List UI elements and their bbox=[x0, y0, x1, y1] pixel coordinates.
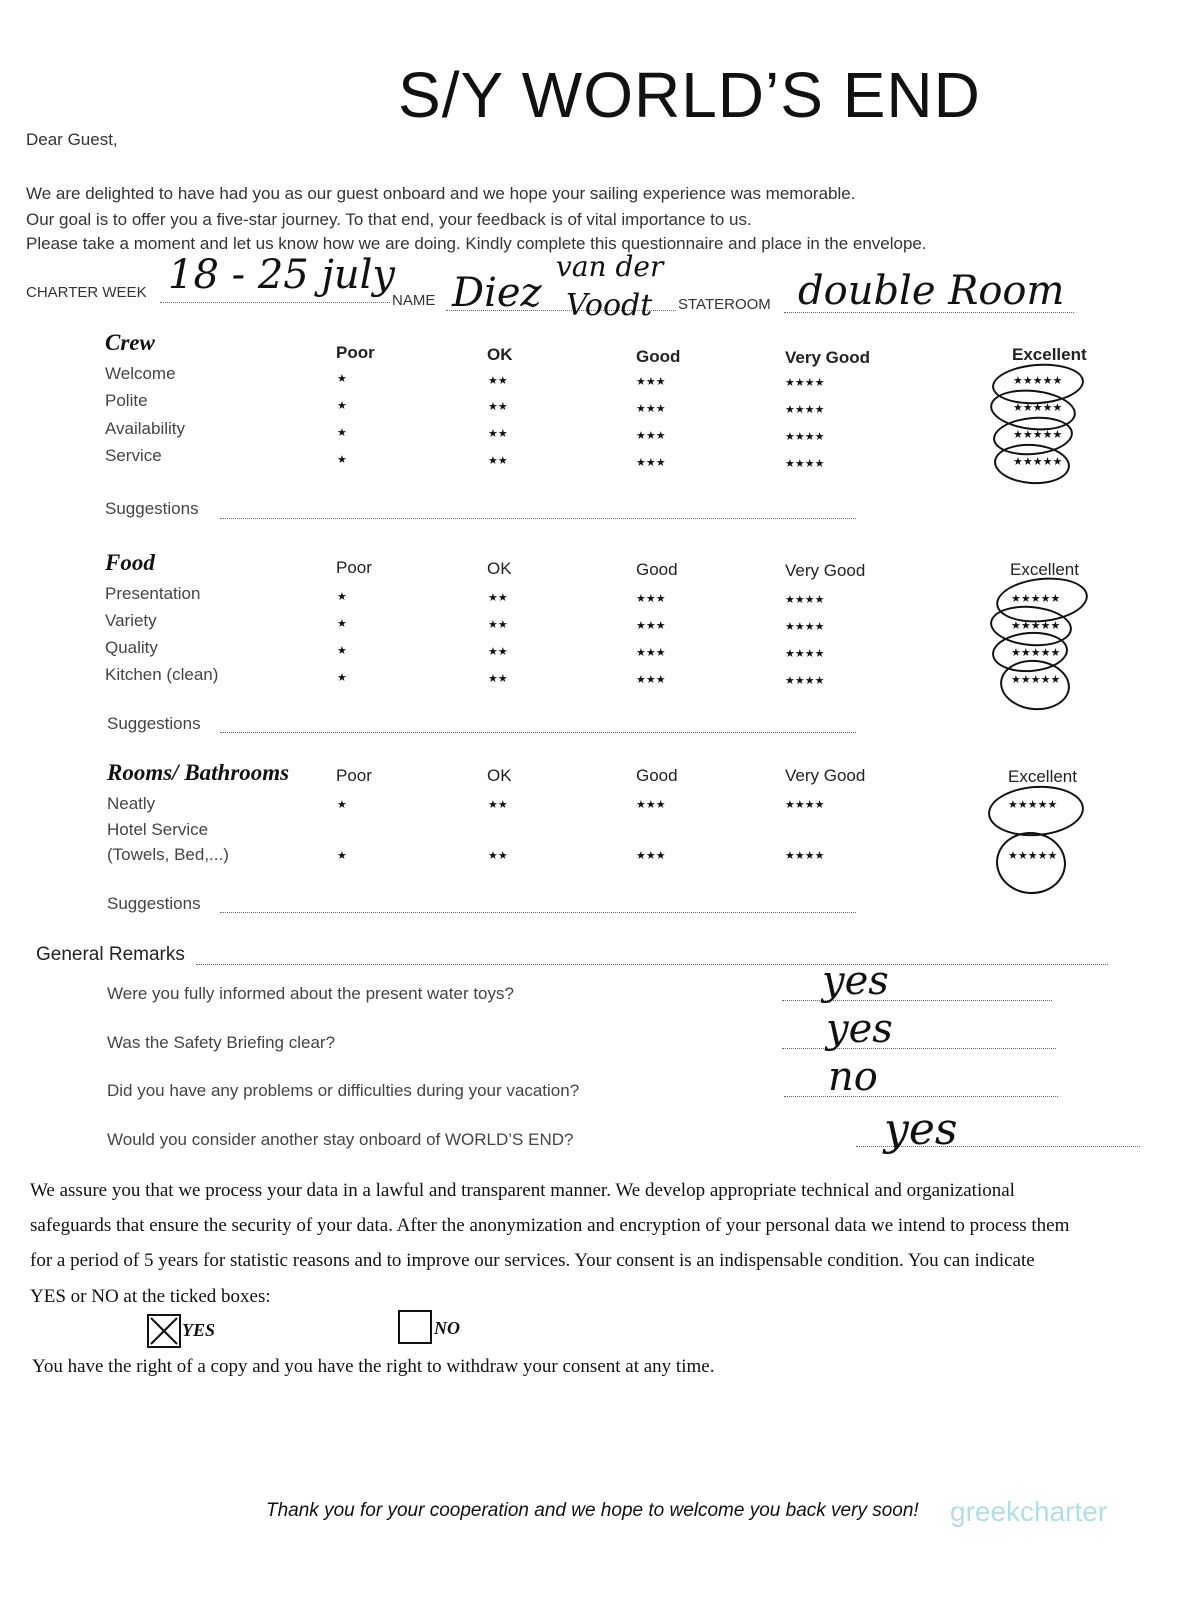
section-title-rooms: Rooms/ Bathrooms bbox=[107, 760, 290, 785]
col-poor: Poor bbox=[336, 766, 372, 785]
star-rating[interactable]: ★★★★ bbox=[785, 458, 825, 470]
consent-no-label: NO bbox=[434, 1318, 460, 1338]
legal-line-4: YES or NO at the ticked boxes: bbox=[30, 1286, 271, 1307]
star-rating[interactable]: ★★★★ bbox=[785, 799, 825, 811]
star-rating[interactable]: ★★★ bbox=[636, 376, 666, 388]
food-row-presentation: Presentation bbox=[105, 584, 201, 603]
general-remarks-field[interactable] bbox=[196, 964, 1108, 965]
star-rating[interactable]: ★★ bbox=[488, 401, 508, 413]
col-very-good: Very Good bbox=[785, 348, 871, 367]
star-rating[interactable]: ★★★★★ bbox=[1008, 799, 1058, 811]
col-ok: OK bbox=[487, 559, 512, 578]
star-rating[interactable]: ★ bbox=[337, 645, 347, 657]
star-rating[interactable]: ★ bbox=[337, 400, 347, 412]
name-value: Diez bbox=[452, 270, 542, 316]
star-rating[interactable]: ★★ bbox=[488, 619, 508, 631]
star-rating[interactable]: ★★★★★ bbox=[1011, 620, 1061, 632]
star-rating[interactable]: ★ bbox=[337, 618, 347, 630]
food-row-quality: Quality bbox=[105, 638, 158, 657]
rooms-row-neatly: Neatly bbox=[107, 794, 156, 813]
star-rating[interactable]: ★ bbox=[337, 373, 347, 385]
star-rating[interactable]: ★ bbox=[337, 427, 347, 439]
question-another-stay: Would you consider another stay onboard of WORLD’S END? bbox=[107, 1130, 574, 1149]
rooms-row-towels: (Towels, Bed,...) bbox=[107, 845, 229, 864]
section-title-crew: Crew bbox=[105, 330, 155, 355]
rooms-suggestions-label: Suggestions bbox=[107, 894, 201, 913]
col-poor: Poor bbox=[336, 343, 375, 362]
star-rating[interactable]: ★★★★ bbox=[785, 850, 825, 862]
col-excellent: Excellent bbox=[1008, 767, 1077, 786]
star-rating[interactable]: ★★★ bbox=[636, 593, 666, 605]
star-rating[interactable]: ★ bbox=[337, 591, 347, 603]
star-rating[interactable]: ★★★★ bbox=[785, 431, 825, 443]
star-rating[interactable]: ★★★ bbox=[636, 620, 666, 632]
legal-line-2: safeguards that ensure the security of your data. After the anonymization and encryption of your personal data we intend to process them bbox=[30, 1215, 1070, 1236]
answer-problems: no bbox=[828, 1054, 878, 1100]
rooms-suggestions-field[interactable] bbox=[220, 912, 856, 913]
star-rating[interactable]: ★★★ bbox=[636, 457, 666, 469]
answer-water-toys: yes bbox=[822, 958, 889, 1004]
star-rating[interactable]: ★ bbox=[337, 672, 347, 684]
crew-suggestions-field[interactable] bbox=[220, 518, 856, 519]
food-row-variety: Variety bbox=[105, 611, 157, 630]
col-very-good: Very Good bbox=[785, 561, 866, 580]
star-rating[interactable]: ★ bbox=[337, 850, 347, 862]
star-rating[interactable]: ★★ bbox=[488, 799, 508, 811]
consent-yes-checkbox[interactable] bbox=[147, 1314, 181, 1348]
charter-week-label: CHARTER WEEK bbox=[26, 284, 147, 301]
section-title-food: Food bbox=[105, 550, 155, 575]
crew-row-availability: Availability bbox=[105, 419, 186, 438]
star-rating[interactable]: ★★★★★ bbox=[1013, 375, 1063, 387]
star-rating[interactable]: ★★★★★ bbox=[1011, 674, 1061, 686]
consent-yes-label: YES bbox=[182, 1320, 216, 1340]
star-rating[interactable]: ★★★★ bbox=[785, 404, 825, 416]
watermark: greekcharter bbox=[950, 1496, 1108, 1527]
star-rating[interactable]: ★★★★ bbox=[785, 648, 825, 660]
col-good: Good bbox=[636, 766, 678, 785]
footer-thanks: Thank you for your cooperation and we hope to welcome you back very soon! bbox=[266, 1500, 919, 1521]
intro-line-3: Please take a moment and let us know how we are doing. Kindly complete this questionnaire and place in the envelope. bbox=[26, 234, 927, 253]
food-suggestions-label: Suggestions bbox=[107, 714, 201, 733]
selection-circle bbox=[993, 829, 1068, 897]
general-remarks-label: General Remarks bbox=[36, 944, 185, 965]
star-rating[interactable]: ★★ bbox=[488, 850, 508, 862]
page-title: S/Y WORLD’S END bbox=[398, 59, 981, 131]
intro-line-2: Our goal is to offer you a five-star journey. To that end, your feedback is of vital importance to us. bbox=[26, 210, 752, 229]
rights-text: You have the right of a copy and you have the right to withdraw your consent at any time. bbox=[32, 1356, 715, 1377]
star-rating[interactable]: ★★★★★ bbox=[1013, 456, 1063, 468]
star-rating[interactable]: ★★ bbox=[488, 375, 508, 387]
star-rating[interactable]: ★★ bbox=[488, 455, 508, 467]
col-very-good: Very Good bbox=[785, 766, 866, 785]
star-rating[interactable]: ★★ bbox=[488, 592, 508, 604]
answer-another-stay: yes bbox=[884, 1104, 958, 1155]
food-suggestions-field[interactable] bbox=[220, 732, 856, 733]
star-rating[interactable]: ★★ bbox=[488, 673, 508, 685]
col-poor: Poor bbox=[336, 558, 372, 577]
crew-row-service: Service bbox=[105, 446, 162, 465]
col-good: Good bbox=[636, 560, 678, 579]
crew-row-welcome: Welcome bbox=[105, 364, 176, 383]
checkmark-x-icon bbox=[149, 1316, 179, 1346]
consent-no-checkbox[interactable] bbox=[398, 1310, 432, 1344]
star-rating[interactable]: ★★★★★ bbox=[1011, 593, 1061, 605]
star-rating[interactable]: ★★★★ bbox=[785, 377, 825, 389]
star-rating[interactable]: ★★ bbox=[488, 646, 508, 658]
greeting: Dear Guest, bbox=[26, 130, 118, 149]
crew-suggestions-label: Suggestions bbox=[105, 499, 199, 518]
star-rating[interactable]: ★★★ bbox=[636, 674, 666, 686]
star-rating[interactable]: ★★★ bbox=[636, 647, 666, 659]
rooms-row-hotel-service: Hotel Service bbox=[107, 820, 209, 839]
selection-circle bbox=[986, 783, 1085, 840]
question-problems: Did you have any problems or difficulties during your vacation? bbox=[107, 1081, 580, 1100]
star-rating[interactable]: ★★★★ bbox=[785, 675, 825, 687]
name-value-2: van der bbox=[556, 250, 664, 283]
star-rating[interactable]: ★★★ bbox=[636, 430, 666, 442]
question-water-toys: Were you fully informed about the present water toys? bbox=[107, 984, 514, 1003]
star-rating[interactable]: ★★★★★ bbox=[1013, 429, 1063, 441]
col-ok: OK bbox=[487, 345, 513, 364]
col-good: Good bbox=[636, 347, 681, 366]
answer-safety-briefing: yes bbox=[826, 1006, 893, 1052]
charter-week-value: 18 - 25 july bbox=[168, 252, 396, 298]
col-ok: OK bbox=[487, 766, 512, 785]
col-excellent: Excellent bbox=[1012, 345, 1087, 364]
star-rating[interactable]: ★ bbox=[337, 454, 347, 466]
star-rating[interactable]: ★★★ bbox=[636, 850, 666, 862]
star-rating[interactable]: ★★★★★ bbox=[1008, 850, 1058, 862]
stateroom-label: STATEROOM bbox=[678, 296, 771, 313]
name-value-3: Voodt bbox=[566, 288, 653, 323]
legal-line-3: for a period of 5 years for statistic reasons and to improve our services. Your consent is an indispensable condition. You can indicate bbox=[30, 1250, 1035, 1271]
star-rating[interactable]: ★★★★ bbox=[785, 621, 825, 633]
crew-row-polite: Polite bbox=[105, 391, 148, 410]
name-label: NAME bbox=[392, 292, 436, 309]
col-excellent: Excellent bbox=[1010, 560, 1079, 579]
star-rating[interactable]: ★★★ bbox=[636, 799, 666, 811]
star-rating[interactable]: ★★★★★ bbox=[1013, 402, 1063, 414]
star-rating[interactable]: ★★★★★ bbox=[1011, 647, 1061, 659]
stateroom-value: double Room bbox=[798, 268, 1065, 314]
intro-line-1: We are delighted to have had you as our guest onboard and we hope your sailing experience was memorable. bbox=[26, 184, 856, 203]
star-rating[interactable]: ★★★ bbox=[636, 403, 666, 415]
star-rating[interactable]: ★ bbox=[337, 799, 347, 811]
star-rating[interactable]: ★★ bbox=[488, 428, 508, 440]
legal-line-1: We assure you that we process your data in a lawful and transparent manner. We develop appropriate technical and organizational bbox=[30, 1180, 1015, 1201]
star-rating[interactable]: ★★★★ bbox=[785, 594, 825, 606]
food-row-kitchen: Kitchen (clean) bbox=[105, 665, 219, 684]
question-safety-briefing: Was the Safety Briefing clear? bbox=[107, 1033, 336, 1052]
